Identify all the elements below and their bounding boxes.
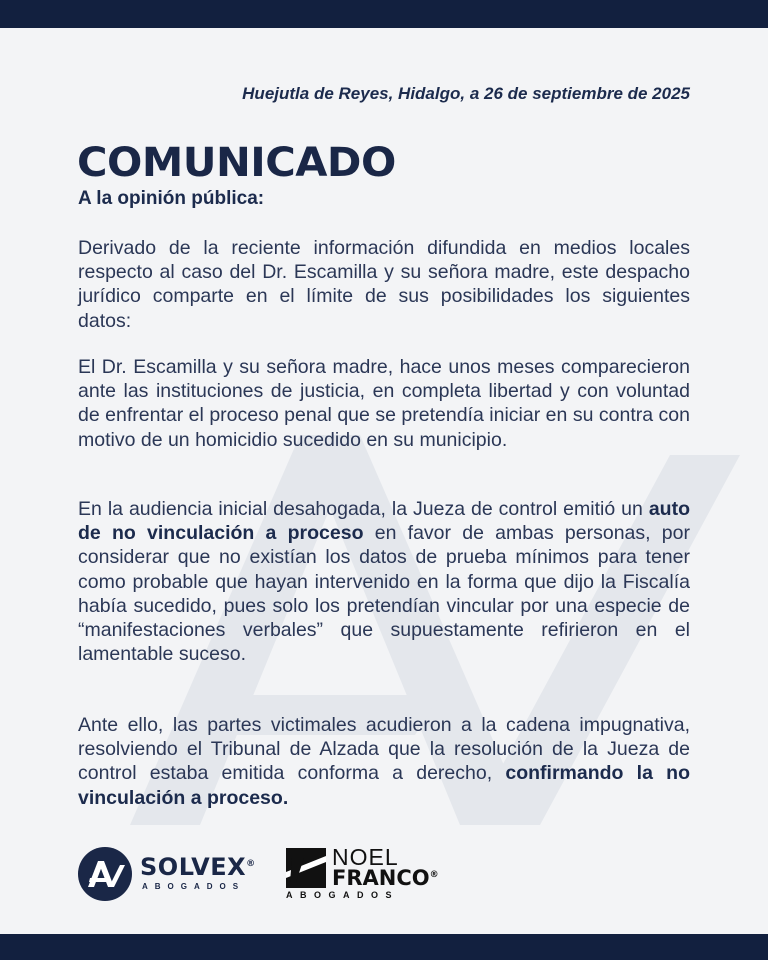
solvex-av-monogram-icon (78, 847, 132, 901)
solvex-name-text: SOLVEX (140, 853, 247, 881)
solvex-registered-mark: ® (246, 859, 256, 869)
solvex-name (140, 853, 256, 881)
paragraph-4 (78, 713, 690, 810)
franco-registered-mark: ® (429, 870, 439, 880)
paragraph-2 (78, 355, 690, 452)
salutation: A la opinión pública: (78, 188, 265, 209)
franco-subtitle: ABOGADOS (286, 890, 400, 900)
document-title: COMUNICADO (77, 140, 396, 186)
noel-franco-emblem-icon (286, 848, 326, 888)
paragraph-4-bold-phrase: confirmando la no vinculación a proceso. (78, 762, 690, 809)
solvex-subtitle: ABOGADOS (142, 882, 246, 891)
paragraph-3-text-after: en favor de ambas personas, por considerar que no existían los datos de prueba mínimos para tener como probable que hayan intervenido en la forma que dijo la Fiscalía había sucedido, pues solo los pretendían vincular por una especie de “manifestaciones verbales” que supuestamente refirieron en el lamentable suceso. (78, 522, 690, 666)
paragraph-1-text: Derivado de la reciente información difundida en medios locales respecto al caso del Dr. Escamilla y su señora madre, este despacho jurídico comparte en el límite de sus posibilidades los siguientes datos: (78, 237, 690, 332)
franco-name-line2 (332, 866, 439, 890)
paragraph-1 (78, 236, 690, 333)
paragraph-4-text-before: Ante ello, las partes victimales acudieron a la cadena impugnativa, resolviendo el Tribunal de Alzada que la resolución de la Jueza de control estaba emitida conforma a derecho, (78, 714, 690, 785)
paragraph-2-text: El Dr. Escamilla y su señora madre, hace unos meses comparecieron ante las instituciones de justicia, en completa libertad y con voluntad de enfrentar el proceso penal que se pretendía iniciar en su contra con motivo de un homicidio sucedido en su municipio. (78, 356, 690, 451)
paragraph-3-bold-phrase: auto de no vinculación a proceso (78, 498, 690, 545)
paragraph-3 (78, 497, 690, 666)
bottom-border-bar (0, 934, 768, 960)
franco-name-line2-text: FRANCO (332, 866, 430, 890)
top-border-bar (0, 0, 768, 28)
franco-name-line1: NOEL (332, 844, 399, 870)
dateline: Huejutla de Reyes, Hidalgo, a 26 de septiembre de 2025 (242, 84, 690, 103)
paragraph-3-text-before: En la audiencia inicial desahogada, la Jueza de control emitió un (78, 498, 649, 520)
firm-logos (78, 844, 478, 904)
